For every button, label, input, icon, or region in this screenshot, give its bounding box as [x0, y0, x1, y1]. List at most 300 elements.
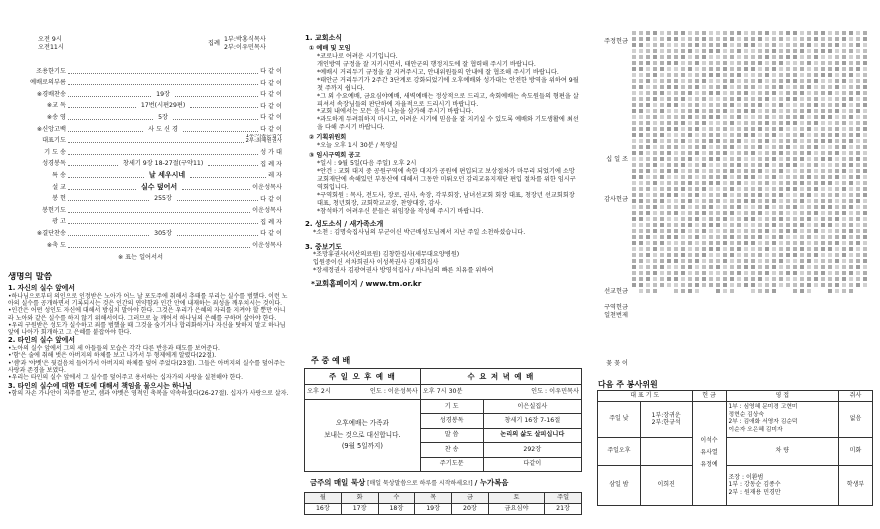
name-mark [730, 223, 734, 227]
name-mark [723, 277, 727, 281]
name-mark [765, 97, 769, 101]
name-mark [632, 175, 636, 179]
name-mark [702, 235, 706, 239]
name-mark [772, 115, 776, 119]
offering-names-grid [632, 30, 872, 370]
name-mark [653, 85, 657, 89]
name-mark [807, 289, 811, 293]
name-mark [723, 175, 727, 179]
name-mark [751, 37, 755, 41]
name-mark [723, 199, 727, 203]
name-mark [807, 61, 811, 65]
name-mark [800, 169, 804, 173]
name-mark [828, 175, 832, 179]
name-mark [646, 139, 650, 143]
name-mark [842, 211, 846, 215]
name-mark [849, 229, 853, 233]
name-mark [730, 133, 734, 137]
name-mark [632, 157, 636, 161]
name-mark [730, 253, 734, 257]
name-mark [835, 121, 839, 125]
name-mark [646, 115, 650, 119]
name-mark [800, 205, 804, 209]
name-mark [716, 205, 720, 209]
name-mark [695, 91, 699, 95]
name-mark [758, 67, 762, 71]
sunday-leader: 인도 : 이운성목사 [345, 385, 420, 399]
name-mark [849, 271, 853, 275]
sunday-title: 주 일 오 후 예 배 [305, 369, 421, 385]
name-mark [681, 211, 685, 215]
sermon-text: •하나님으로부터 의인으로 인정받은 노아가 어느 날 포도주에 취해서 추태를 부리는 실수를 범했다. 이런 노아의 실수를 공개하면서 기록되시는 것은 인간의 연약함과 인간 안에 내재하는 죄성을 깨우치시는 것이다. •인간은 어떤 성인도 자신에 대해서 방심치 말아야 한다. 그것은 우리가 은혜의 자리를 지켜야 할 뿐만 아니라 노아와 같은 실수를 하지 않기 위해서이다. 그러므로 늘 깨어서 하나님의 은혜를 구하며 살아야 한다. •우리 구원받은 성도가 실수하고 죄를 범했을 때 그것을 숨기거나 합리화하거나 자신을 탓하지 말고 하나님 앞에 나아가 회개하고 그 은혜를 붙잡아야 한다. [8, 292, 288, 337]
name-mark [688, 49, 692, 53]
name-mark [660, 31, 664, 35]
name-mark [786, 67, 790, 71]
name-mark [737, 205, 741, 209]
name-mark [793, 85, 797, 89]
name-mark [772, 61, 776, 65]
name-mark [646, 127, 650, 131]
name-mark [632, 223, 636, 227]
order-content: 실수 덮어서 [140, 182, 178, 191]
weekly-title: 주 중 예 배 [311, 356, 351, 365]
name-mark [695, 241, 699, 245]
prayer-text: *조망휴권사(서산의료원) 김창한집사(세무대요양병원) 입원중이신 서차희권사 이성복권사 김재희집사 *장세정권사 김광여권사 방영석집사 / 하나님의 빠른 치유를 위하여 [313, 251, 494, 275]
name-mark [758, 289, 762, 293]
name-mark [730, 103, 734, 107]
name-mark [716, 283, 720, 287]
name-mark [786, 253, 790, 257]
name-mark [681, 277, 685, 281]
name-mark [674, 283, 678, 287]
name-mark [863, 115, 867, 119]
name-mark [793, 259, 797, 263]
name-mark [779, 103, 783, 107]
name-mark [793, 73, 797, 77]
name-mark [800, 157, 804, 161]
name-mark [835, 259, 839, 263]
volunteers-title: 다음 주 봉사위원 [598, 380, 658, 389]
wed-row-label: 성경봉독 [420, 414, 483, 428]
name-mark [702, 91, 706, 95]
name-mark [709, 97, 713, 101]
name-mark [744, 133, 748, 137]
name-mark [744, 235, 748, 239]
name-mark [639, 217, 643, 221]
name-mark [800, 67, 804, 71]
name-mark [730, 205, 734, 209]
name-mark [723, 235, 727, 239]
name-mark [786, 181, 790, 185]
name-mark [688, 139, 692, 143]
name-mark [674, 79, 678, 83]
name-mark [632, 139, 636, 143]
name-mark [835, 67, 839, 71]
name-mark [765, 181, 769, 185]
name-mark [639, 181, 643, 185]
name-mark [632, 271, 636, 275]
name-column [688, 30, 693, 370]
order-row [12, 238, 282, 250]
name-mark [646, 217, 650, 221]
name-mark [660, 97, 664, 101]
name-mark [835, 235, 839, 239]
name-mark [653, 157, 657, 161]
name-mark [646, 97, 650, 101]
name-mark [639, 259, 643, 263]
name-mark [709, 271, 713, 275]
name-mark [744, 211, 748, 215]
name-mark [793, 241, 797, 245]
name-mark [632, 163, 636, 167]
name-mark [751, 145, 755, 149]
name-mark [828, 37, 832, 41]
name-mark [800, 271, 804, 275]
name-mark [793, 55, 797, 59]
name-mark [821, 157, 825, 161]
name-mark [758, 127, 762, 131]
name-mark [800, 235, 804, 239]
name-mark [646, 211, 650, 215]
name-mark [688, 259, 692, 263]
name-mark [751, 55, 755, 59]
name-mark [723, 127, 727, 131]
name-mark [786, 115, 790, 119]
name-mark [842, 241, 846, 245]
order-row [12, 192, 282, 204]
name-mark [716, 253, 720, 257]
name-mark [653, 121, 657, 125]
name-mark [779, 133, 783, 137]
name-mark [695, 109, 699, 113]
name-mark [786, 127, 790, 131]
name-mark [765, 103, 769, 107]
name-mark [793, 49, 797, 53]
name-column [849, 30, 854, 370]
name-mark [765, 217, 769, 221]
name-mark [751, 85, 755, 89]
name-mark [814, 211, 818, 215]
name-mark [737, 133, 741, 137]
name-mark [814, 79, 818, 83]
name-mark [849, 79, 853, 83]
name-mark [793, 121, 797, 125]
name-mark [758, 145, 762, 149]
name-mark [856, 277, 860, 281]
name-mark [667, 229, 671, 233]
name-mark [835, 193, 839, 197]
name-mark [646, 289, 650, 293]
name-mark [856, 283, 860, 287]
name-mark [660, 193, 664, 197]
name-mark [702, 187, 706, 191]
presiders: 집례 1부:박홍식목사 2부:이우민목사 [208, 36, 266, 51]
leader-dots [190, 177, 266, 178]
name-mark [814, 247, 818, 251]
name-mark [814, 157, 818, 161]
name-mark [660, 55, 664, 59]
name-mark [765, 211, 769, 215]
name-mark [821, 145, 825, 149]
name-mark [653, 211, 657, 215]
name-column [716, 30, 721, 370]
name-mark [856, 139, 860, 143]
name-mark [737, 151, 741, 155]
name-mark [793, 229, 797, 233]
name-mark [716, 79, 720, 83]
name-mark [716, 229, 720, 233]
vol-row-prayer: 이희진 [640, 465, 692, 505]
name-mark [702, 79, 706, 83]
name-mark [807, 199, 811, 203]
name-mark [856, 85, 860, 89]
name-mark [667, 73, 671, 77]
name-mark [695, 103, 699, 107]
name-mark [828, 55, 832, 59]
name-mark [695, 205, 699, 209]
name-mark [807, 205, 811, 209]
name-mark [772, 283, 776, 287]
name-mark [632, 205, 636, 209]
name-mark [786, 247, 790, 251]
name-mark [758, 265, 762, 269]
name-mark [723, 151, 727, 155]
order-label: 봉 헌 [52, 195, 66, 203]
name-mark [674, 103, 678, 107]
name-mark [632, 133, 636, 137]
name-mark [723, 271, 727, 275]
name-mark [758, 79, 762, 83]
name-mark [660, 229, 664, 233]
name-mark [779, 283, 783, 287]
name-mark [730, 259, 734, 263]
name-mark [807, 187, 811, 191]
name-mark [849, 73, 853, 77]
name-mark [723, 157, 727, 161]
name-mark [674, 49, 678, 53]
name-column [856, 30, 861, 370]
order-row [12, 99, 282, 111]
name-mark [772, 85, 776, 89]
name-mark [681, 241, 685, 245]
name-mark [737, 265, 741, 269]
name-mark [723, 163, 727, 167]
name-mark [723, 139, 727, 143]
name-mark [800, 97, 804, 101]
name-mark [765, 175, 769, 179]
name-mark [835, 61, 839, 65]
name-mark [695, 49, 699, 53]
name-mark [863, 235, 867, 239]
name-mark [709, 91, 713, 95]
name-mark [779, 211, 783, 215]
leader-dots [175, 96, 258, 97]
name-mark [660, 259, 664, 263]
name-mark [737, 241, 741, 245]
name-mark [723, 73, 727, 77]
name-mark [758, 223, 762, 227]
leader-dots [68, 212, 250, 213]
name-mark [723, 187, 727, 191]
name-mark [660, 175, 664, 179]
name-mark [737, 187, 741, 191]
name-mark [737, 49, 741, 53]
order-content: 255장 [154, 195, 172, 203]
name-mark [863, 121, 867, 125]
name-mark [814, 145, 818, 149]
name-mark [835, 229, 839, 233]
name-mark [828, 85, 832, 89]
name-mark [786, 31, 790, 35]
name-mark [758, 139, 762, 143]
name-mark [744, 247, 748, 251]
name-mark [758, 175, 762, 179]
name-mark [716, 139, 720, 143]
name-mark [723, 247, 727, 251]
name-column [765, 30, 770, 370]
name-mark [646, 61, 650, 65]
name-mark [695, 163, 699, 167]
name-mark [807, 55, 811, 59]
name-mark [674, 247, 678, 251]
name-mark [639, 97, 643, 101]
name-mark [863, 103, 867, 107]
name-mark [646, 157, 650, 161]
name-mark [807, 127, 811, 131]
name-mark [681, 91, 685, 95]
name-mark [653, 241, 657, 245]
name-mark [653, 67, 657, 71]
wed-row-value: 창세기 16장 7-16절 [483, 414, 581, 428]
name-mark [709, 265, 713, 269]
name-mark [681, 67, 685, 71]
name-mark [821, 55, 825, 59]
name-mark [828, 133, 832, 137]
name-mark [730, 49, 734, 53]
name-mark [695, 217, 699, 221]
order-row [12, 180, 282, 192]
name-mark [632, 199, 636, 203]
name-mark [751, 241, 755, 245]
name-mark [842, 97, 846, 101]
name-mark [674, 193, 678, 197]
name-mark [730, 121, 734, 125]
name-mark [639, 205, 643, 209]
name-mark [674, 139, 678, 143]
name-mark [793, 217, 797, 221]
name-mark [800, 133, 804, 137]
order-person: 집 례 자 [260, 160, 282, 168]
name-mark [856, 67, 860, 71]
name-mark [793, 43, 797, 47]
name-mark [730, 67, 734, 71]
leader-dots [68, 200, 149, 201]
name-mark [688, 277, 692, 281]
name-mark [688, 121, 692, 125]
name-mark [674, 55, 678, 59]
name-mark [730, 97, 734, 101]
name-mark [779, 127, 783, 131]
name-mark [863, 271, 867, 275]
name-mark [674, 157, 678, 161]
name-mark [737, 91, 741, 95]
name-mark [674, 91, 678, 95]
name-mark [737, 73, 741, 77]
name-mark [863, 277, 867, 281]
name-mark [716, 193, 720, 197]
name-mark [744, 97, 748, 101]
name-mark [800, 145, 804, 149]
name-mark [646, 199, 650, 203]
name-mark [856, 97, 860, 101]
order-label: 설 교 [52, 183, 66, 191]
name-mark [639, 211, 643, 215]
name-mark [863, 259, 867, 263]
name-mark [632, 211, 636, 215]
name-mark [702, 193, 706, 197]
name-mark [639, 43, 643, 47]
name-mark [786, 217, 790, 221]
name-mark [849, 49, 853, 53]
name-mark [835, 283, 839, 287]
name-mark [842, 127, 846, 131]
order-person: 레 자 [268, 172, 282, 180]
name-mark [772, 121, 776, 125]
name-mark [660, 139, 664, 143]
order-row [12, 134, 282, 146]
name-mark [667, 193, 671, 197]
name-mark [772, 271, 776, 275]
name-mark [730, 169, 734, 173]
name-mark [737, 223, 741, 227]
name-mark [821, 223, 825, 227]
order-person: 다 같 이 [260, 91, 282, 99]
name-mark [653, 277, 657, 281]
name-mark [653, 133, 657, 137]
name-mark [765, 163, 769, 167]
name-mark [807, 49, 811, 53]
name-mark [807, 217, 811, 221]
name-mark [765, 187, 769, 191]
name-mark [744, 145, 748, 149]
name-mark [821, 253, 825, 257]
homepage-link[interactable]: *교회홈페이지 / www.tm.or.kr [311, 279, 422, 289]
name-mark [828, 163, 832, 167]
name-mark [716, 265, 720, 269]
vol-beauty-header: 미화 [838, 437, 872, 465]
name-mark [639, 73, 643, 77]
name-mark [765, 43, 769, 47]
name-mark [758, 133, 762, 137]
name-mark [849, 55, 853, 59]
name-mark [674, 73, 678, 77]
name-column [828, 30, 833, 370]
name-mark [653, 97, 657, 101]
order-content: 17번(시편29편) [140, 102, 186, 110]
name-mark [828, 271, 832, 275]
leader-dots [68, 107, 136, 108]
wed-row-label: 주기도문 [420, 457, 483, 471]
name-mark [695, 127, 699, 131]
name-mark [639, 91, 643, 95]
name-mark [772, 169, 776, 173]
name-mark [716, 277, 720, 281]
name-mark [800, 49, 804, 53]
name-mark [800, 265, 804, 269]
name-mark [723, 91, 727, 95]
name-mark [758, 241, 762, 245]
name-mark [695, 169, 699, 173]
